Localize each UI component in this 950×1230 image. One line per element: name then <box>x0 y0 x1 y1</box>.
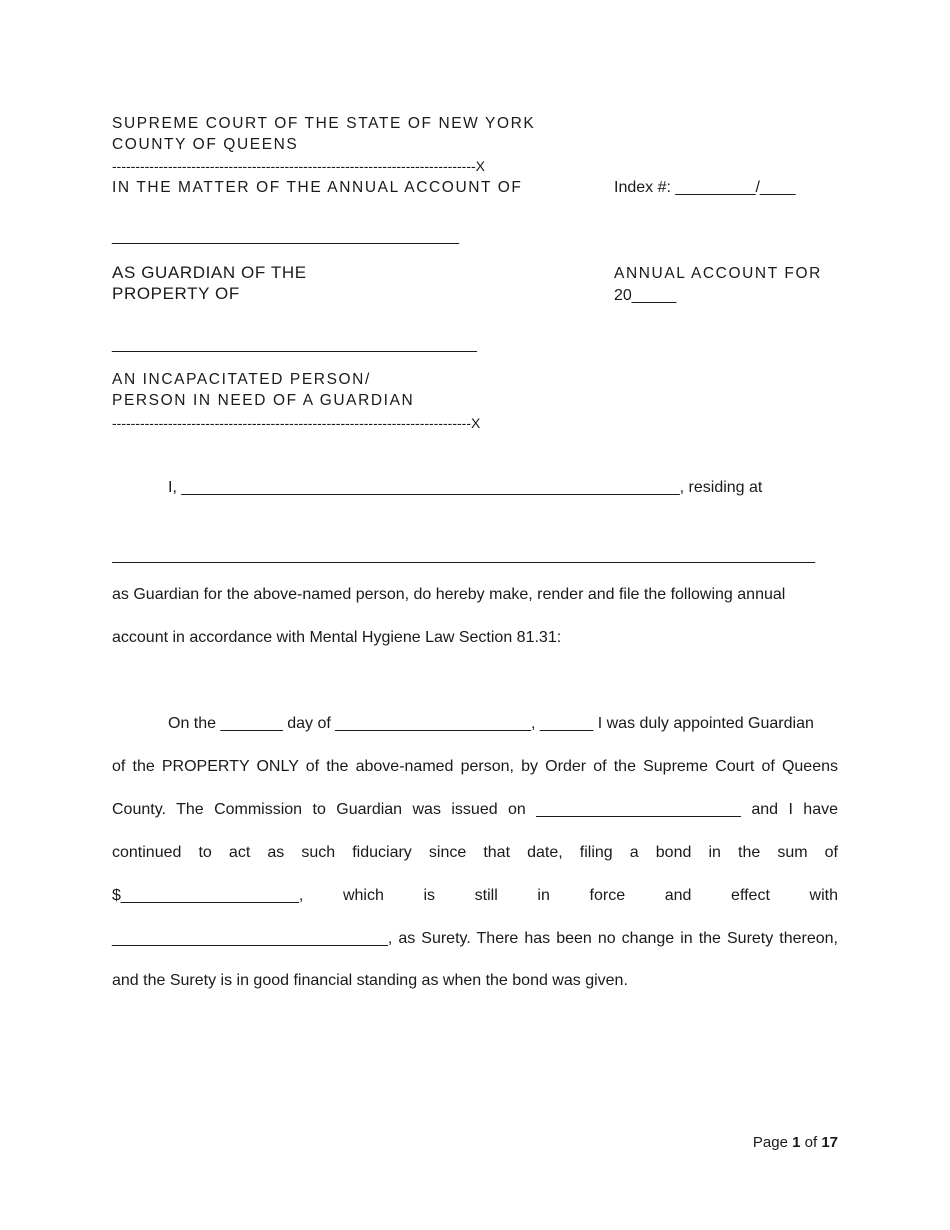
annual-account-year: 20_____ <box>614 287 677 304</box>
incapacitated-person-heading: AN INCAPACITATED PERSON/ <box>112 371 371 388</box>
matter-heading: IN THE MATTER OF THE ANNUAL ACCOUNT OF <box>112 179 523 196</box>
paragraph-2-line-1: On the _______ day of ______________________, ______ I was duly appointed Guardian <box>168 715 814 732</box>
paragraph-2-line-5: $____________________, which is still in force and effect with <box>112 887 838 904</box>
paragraph-2-line-3: County. The Commission to Guardian was issued on _______________________ and I have <box>112 801 838 818</box>
paragraph-2-line-2: of the PROPERTY ONLY of the above-named person, by Order of the Supreme Court of Queens <box>112 758 838 775</box>
paragraph-2-line-6: _______________________________, as Surety. There has been no change in the Surety thereon, <box>112 930 838 947</box>
guardian-residing-line: I, ________________________________________________________, residing at <box>168 479 763 496</box>
court-name: SUPREME COURT OF THE STATE OF NEW YORK <box>112 115 536 132</box>
page-current: 1 <box>792 1134 801 1151</box>
annual-account-heading: ANNUAL ACCOUNT FOR <box>614 265 822 282</box>
page-total: 17 <box>821 1134 838 1151</box>
guardian-of-heading: AS GUARDIAN OF THE <box>112 263 307 282</box>
caption-divider-bottom: -----------------------------------------------------------------------------X <box>112 415 481 431</box>
page-number <box>753 1133 838 1153</box>
property-of-heading: PROPERTY OF <box>112 284 240 303</box>
person-in-need-heading: PERSON IN NEED OF A GUARDIAN <box>112 392 415 409</box>
paragraph-2-line-4: continued to act as such fiduciary since that date, filing a bond in the sum of <box>112 844 838 861</box>
guardian-name-blank: _______________________________________ <box>112 228 460 245</box>
paragraph-2-line-7: and the Surety is in good financial standing as when the bond was given. <box>112 972 628 989</box>
of-word: of <box>804 1134 818 1151</box>
county-name: COUNTY OF QUEENS <box>112 136 299 153</box>
paragraph-1-line-3: as Guardian for the above-named person, do hereby make, render and file the following annual <box>112 586 786 603</box>
page-word: Page <box>752 1134 788 1151</box>
residence-address-blank: _______________________________________________________________________________ <box>112 547 815 564</box>
incapacitated-name-blank: _________________________________________ <box>112 336 477 353</box>
index-number-field: Index #: _________/____ <box>614 179 796 196</box>
paragraph-1-line-4: account in accordance with Mental Hygiene Law Section 81.31: <box>112 629 562 646</box>
caption-divider-top: ------------------------------------------------------------------------------X <box>112 158 485 174</box>
